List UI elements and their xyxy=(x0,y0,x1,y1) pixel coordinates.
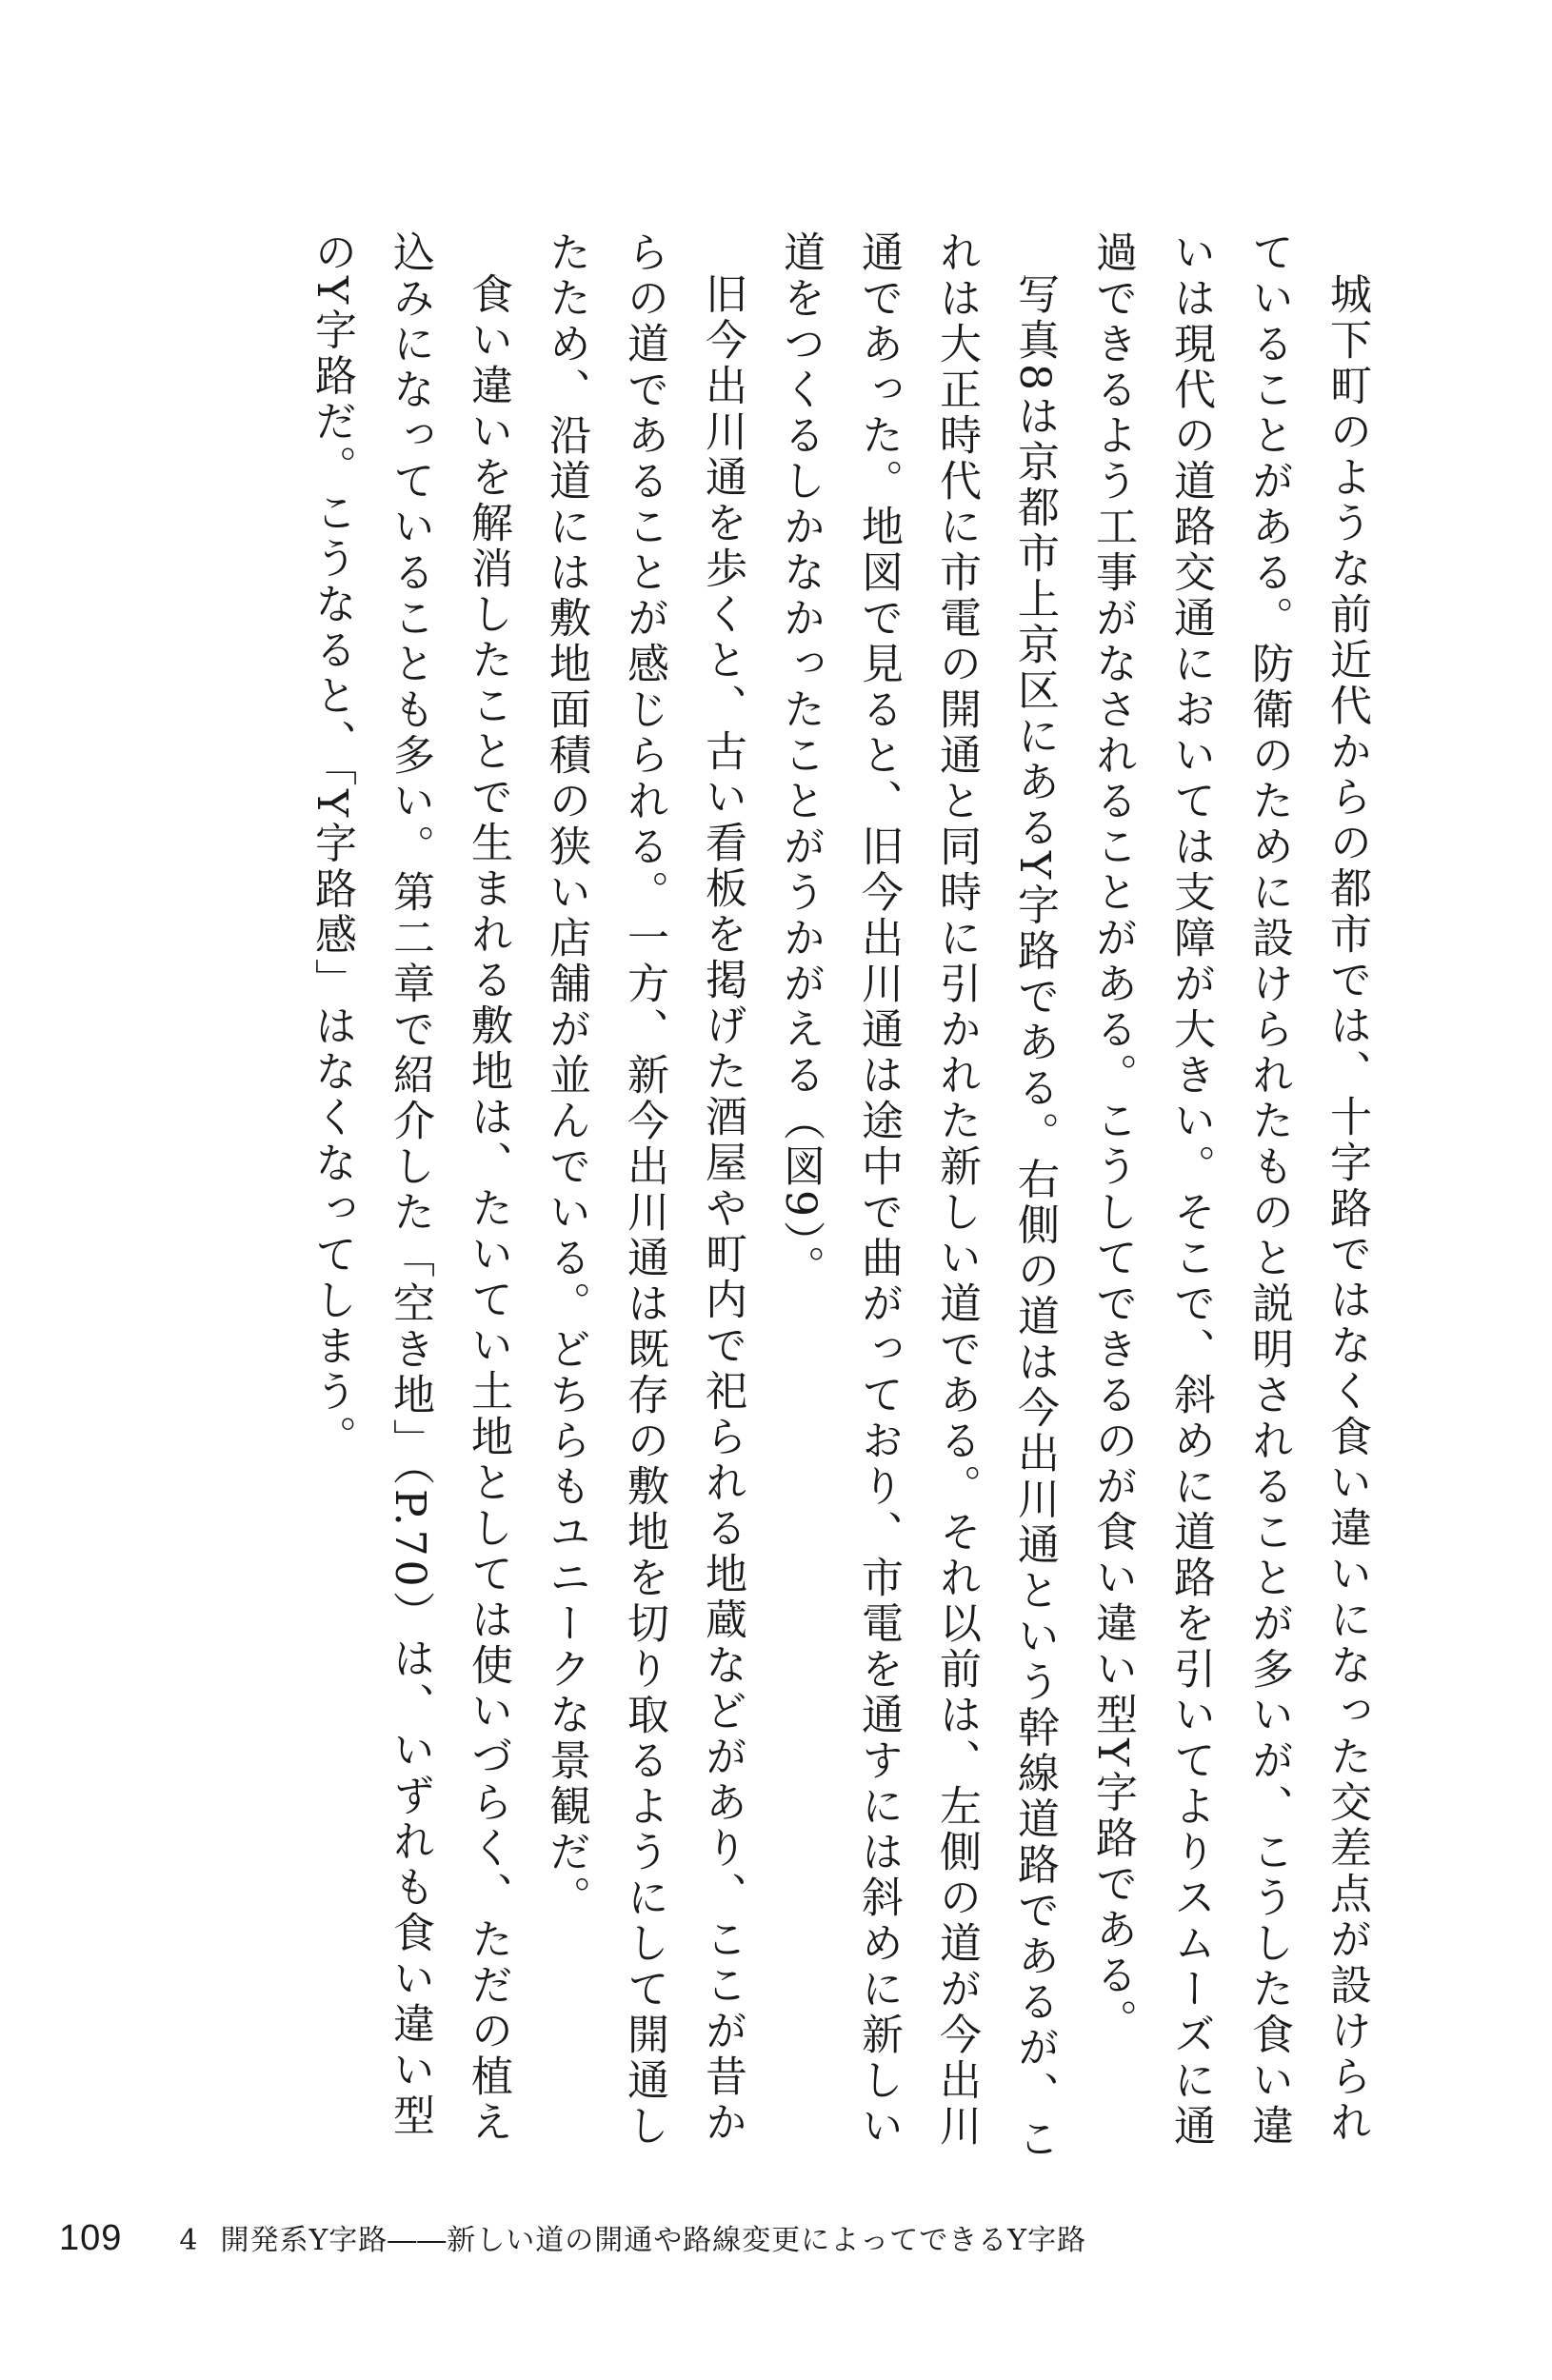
paragraph-4: 食い違いを解消したことで生まれる敷地は、たいてい土地としては使いづらく、ただの植え込みになっていることも多い。第二章で紹介した「空き地」（P.70）は、いずれも食い違い型のY字路だ。こうなると、「Y字路感」はなくなってしまう。 xyxy=(308,230,512,2146)
running-title: 開発系Y字路――新しい道の開通や路線変更によってできるY字路 xyxy=(220,2224,1087,2257)
page-footer xyxy=(59,2216,1086,2262)
paragraph-3: 旧今出川通を歩くと、古い看板を掲げた酒屋や町内で祀られる地蔵などがあり、ここが昔からの道であることが感じられる。一方、新今出川通は既存の敷地を切り取るようにして開通したため、沿道には敷地面積の狭い店舗が並んでいる。どちらもユニークな景観だ。 xyxy=(542,230,746,2150)
paragraph-1: 城下町のような前近代からの都市では、十字路ではなく食い違いになった交差点が設けられていることがある。防衛のために設けられたものと説明されることが多いが、こうした食い違いは現代の道路交通においては支障が大きい。そこで、斜めに道路を引いてよりスムーズに通過できるよう工事がなされることがある。こうしてできるのが食い違い型Y字路である。 xyxy=(1088,230,1371,2150)
paragraph-2: 写真8は京都市上京区にあるY字路である。右側の道は今出川通という幹線道路であるが、これは大正時代に市電の開通と同時に引かれた新しい道である。それ以前は、左側の道が今出川通であった。地図で見ると、旧今出川通は途中で曲がっており、市電を通すには斜めに新しい道をつくるしかなかったことがうかがえる（図9）。 xyxy=(776,230,1059,2163)
vertical-body-text xyxy=(292,230,1385,2182)
chapter-number: 4 xyxy=(179,2224,198,2257)
page-number: 109 xyxy=(59,2218,123,2258)
